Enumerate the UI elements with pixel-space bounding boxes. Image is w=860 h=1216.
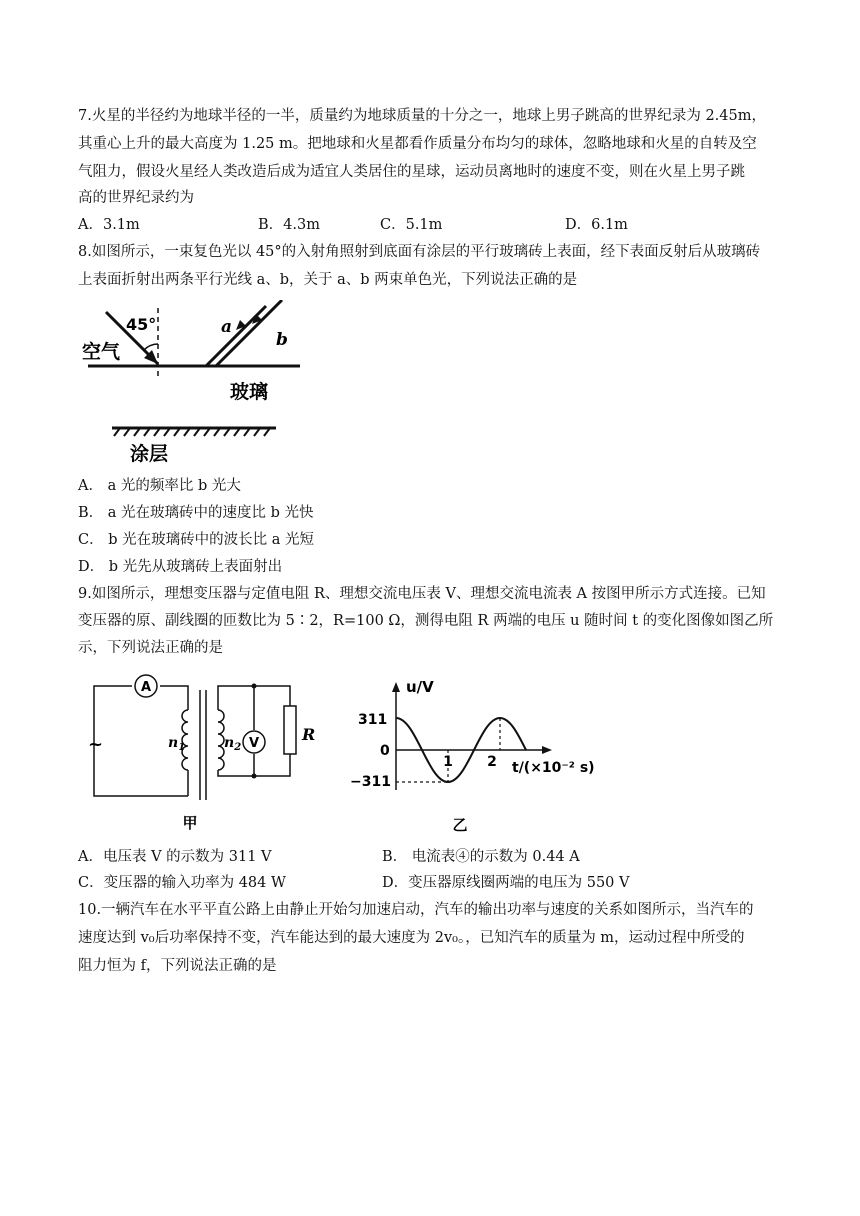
primary-coil	[182, 710, 188, 770]
ray-b-label: b	[276, 330, 288, 350]
y-tick-0: 0	[380, 743, 390, 759]
y-tick-311: 311	[358, 712, 388, 728]
angle-label: 45°	[126, 315, 157, 334]
resistor-label: R	[302, 725, 316, 744]
q8-line-1: 8.如图所示，一束复色光以 45°的入射角照射到底面有涂层的平行玻璃砖上表面，经下表面反射后从玻璃砖	[78, 244, 761, 260]
air-label: 空气	[82, 341, 121, 363]
ray-a-label: a	[221, 317, 233, 337]
voltmeter-label: V	[248, 736, 260, 751]
graph-caption: 乙	[452, 816, 468, 834]
q9-line-3: 示，下列说法正确的是	[78, 640, 223, 656]
q10-line-3: 阻力恒为 f，下列说法正确的是	[78, 958, 277, 974]
y-tick-neg311: −311	[350, 774, 391, 790]
circuit-caption: 甲	[182, 814, 198, 832]
q9-options-row-2	[78, 873, 778, 893]
n2-label: $n_2$	[224, 735, 242, 753]
q8-option-d[interactable]: D． b 光先从玻璃砖上表面射出	[78, 559, 283, 575]
q9-option-c[interactable]: C．变压器的输入功率为 484 W	[78, 875, 286, 891]
q8-option-a[interactable]: A． a 光的频率比 b 光大	[78, 478, 241, 494]
q7-line-1: 7.火星的半径约为地球半径的一半，质量约为地球质量的十分之一，地球上男子跳高的世界纪录为 2.45m，	[78, 108, 766, 124]
q7-option-a[interactable]: A．3.1m	[78, 217, 140, 233]
x-tick-2: 2	[487, 754, 497, 770]
ac-source-icon: ~	[88, 734, 104, 755]
q9-option-a[interactable]: A．电压表 V 的示数为 311 V	[78, 849, 272, 865]
resistor-icon	[284, 706, 296, 754]
q10-line-1: 10.一辆汽车在水平平直公路上由静止开始匀加速启动，汽车的输出功率与速度的关系如图所示，当汽车的	[78, 902, 754, 918]
q9-circuit-diagram	[80, 670, 320, 836]
n1-label: $n_1$	[168, 735, 186, 753]
q7-option-d[interactable]: D．6.1m	[565, 217, 628, 233]
q7-option-b[interactable]: B．4.3m	[258, 217, 320, 233]
q9-line-1: 9.如图所示，理想变压器与定值电阻 R、理想交流电压表 V、理想交流电流表 A 按图甲所示方式连接。已知	[78, 586, 766, 602]
glass-label: 玻璃	[230, 381, 269, 403]
q7-line-2: 其重心上升的最大高度为 1.25 m。把地球和火星都看作质量分布均匀的球体，忽略地球和火星的自转及空	[78, 136, 757, 152]
q8-option-c[interactable]: C． b 光在玻璃砖中的波长比 a 光短	[78, 532, 314, 548]
q9-option-d[interactable]: D．变压器原线圈两端的电压为 550 V	[382, 875, 630, 891]
u-axis-label: u/V	[406, 678, 434, 696]
ammeter-label: A	[140, 680, 152, 695]
q9-voltage-graph	[348, 672, 628, 838]
q9-options-row-1	[78, 847, 778, 867]
t-axis-label: t/(×10⁻² s)	[512, 760, 595, 776]
q8-light-figure	[78, 300, 310, 466]
q7-line-4: 高的世界纪录约为	[78, 190, 194, 206]
q9-option-b[interactable]: B． 电流表④的示数为 0.44 A	[382, 849, 580, 865]
q8-line-2: 上表面折射出两条平行光线 a、b，关于 a、b 两束单色光，下列说法正确的是	[78, 272, 578, 288]
q8-option-b[interactable]: B． a 光在玻璃砖中的速度比 b 光快	[78, 505, 314, 521]
coating-label: 涂层	[130, 443, 169, 465]
q7-line-3: 气阻力，假设火星经人类改造后成为适宜人类居住的星球，运动员离地时的速度不变，则在火星上男子跳	[78, 164, 745, 180]
x-tick-1: 1	[443, 754, 453, 770]
angle-arc	[144, 344, 158, 350]
q9-line-2: 变压器的原、副线圈的匝数比为 5∶2，R=100 Ω，测得电阻 R 两端的电压 u 随时间 t 的变化图像如图乙所	[78, 613, 774, 629]
q7-options	[78, 215, 778, 235]
q7-option-c[interactable]: C．5.1m	[380, 217, 443, 233]
q10-line-2: 速度达到 v₀后功率保持不变，汽车能达到的最大速度为 2v₀。，已知汽车的质量为 m，运动过程中所受的	[78, 930, 745, 946]
